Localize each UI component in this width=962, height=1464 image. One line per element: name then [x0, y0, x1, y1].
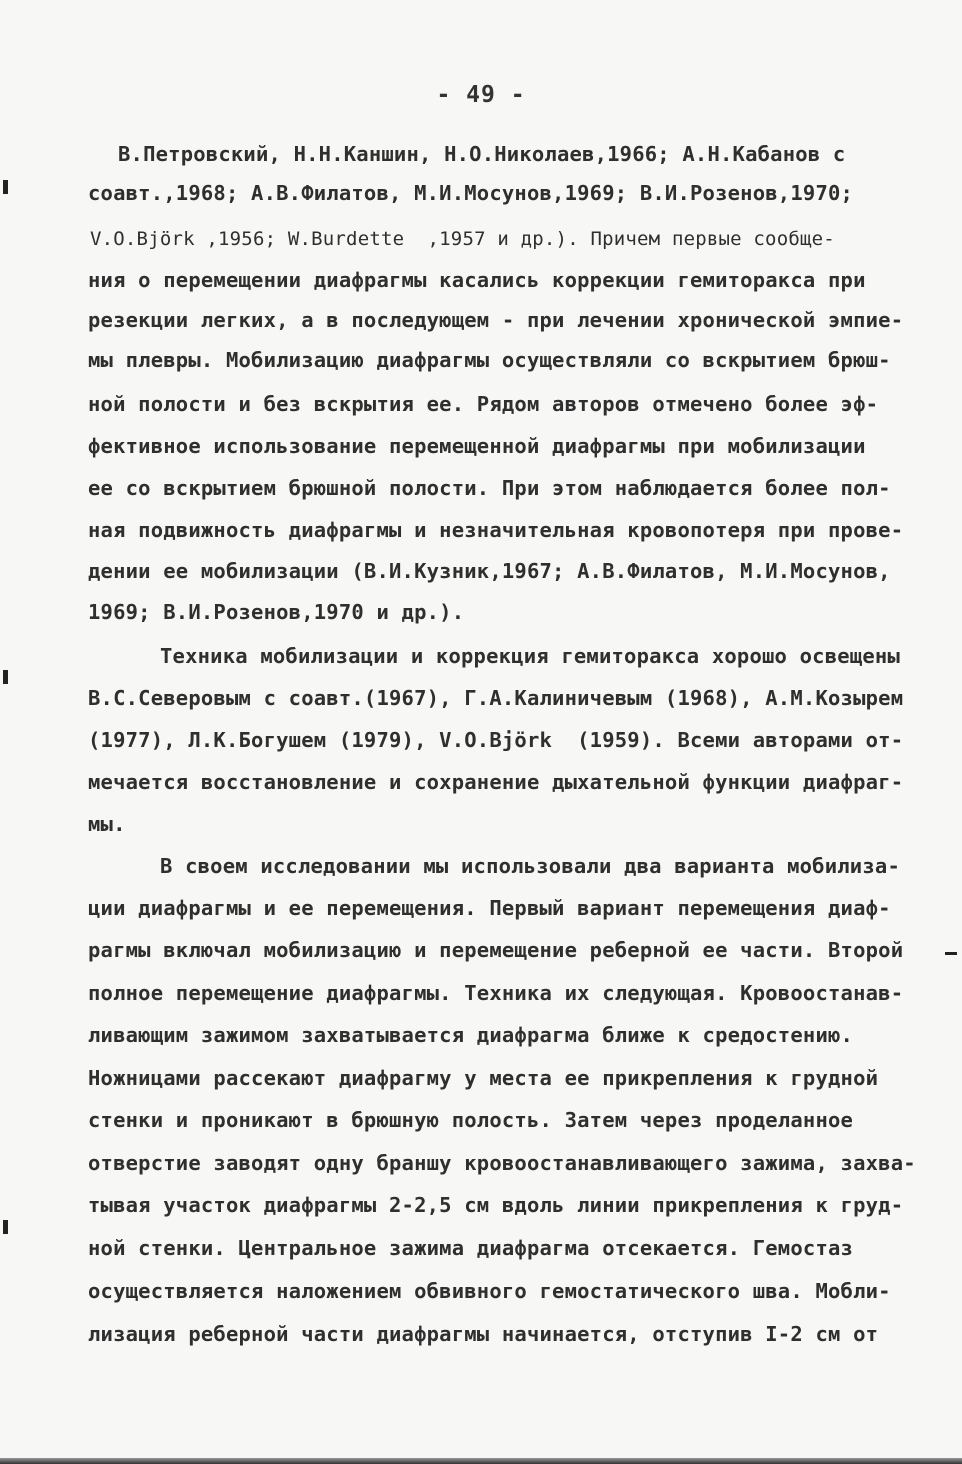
page-number: - 49 -	[436, 82, 526, 108]
text-line: фективное использование перемещенной диафрагмы при мобилизации	[88, 434, 866, 458]
text-line: дении ее мобилизации (В.И.Кузник,1967; А.В.Филатов, М.И.Мосунов,	[88, 559, 891, 583]
text-line: рагмы включал мобилизацию и перемещение реберной ее части. Второй	[88, 938, 904, 962]
margin-dash	[945, 952, 957, 955]
text-line: В.Петровский, Н.Н.Каншин, Н.О.Николаев,1966; А.Н.Кабанов с	[118, 142, 846, 166]
text-line: резекции легких, а в последующем - при лечении хронической эмпие-	[88, 308, 904, 332]
text-line: стенки и проникают в брюшную полость. Затем через проделанное	[88, 1108, 854, 1132]
text-line: мы.	[88, 812, 126, 836]
paragraph-first-line: В своем исследовании мы использовали два варианта мобилиза-	[160, 854, 900, 878]
text-line: ная подвижность диафрагмы и незначительная кровопотеря при прове-	[88, 518, 904, 542]
margin-mark	[3, 180, 8, 194]
text-line: отверстие заводят одну браншу кровоостанавливающего зажима, захва-	[88, 1151, 916, 1175]
paragraph-first-line: Техника мобилизации и коррекция гемиторакса хорошо освещены	[160, 644, 900, 668]
text-line: тывая участок диафрагмы 2-2,5 см вдоль линии прикрепления к груд-	[88, 1193, 904, 1217]
text-line: 1969; В.И.Розенов,1970 и др.).	[88, 600, 465, 624]
text-line: ния о перемещении диафрагмы касались коррекции гемиторакса при	[88, 268, 866, 292]
text-line: Ножницами рассекают диафрагму у места ее прикрепления к грудной	[88, 1066, 879, 1090]
text-line: В.С.Северовым с соавт.(1967), Г.А.Калиничевым (1968), А.М.Козырем	[88, 686, 904, 710]
margin-mark	[3, 670, 8, 684]
text-line: (1977), Л.К.Богушем (1979), V.O.Björk (1959). Всеми авторами от-	[88, 728, 904, 752]
text-line: ной полости и без вскрытия ее. Рядом авторов отмечено более эф-	[88, 392, 879, 416]
text-line: мечается восстановление и сохранение дыхательной функции диафраг-	[88, 770, 904, 794]
text-line: мы плевры. Мобилизацию диафрагмы осуществляли со вскрытием брюш-	[88, 348, 891, 372]
text-line: соавт.,1968; А.В.Филатов, М.И.Мосунов,1969; В.И.Розенов,1970;	[88, 181, 854, 205]
text-line: полное перемещение диафрагмы. Техника их следующая. Кровоостанав-	[88, 981, 904, 1005]
text-line: лизация реберной части диафрагмы начинается, отступив I-2 см от	[88, 1322, 879, 1346]
text-line: ее со вскрытием брюшной полости. При этом наблюдается более пол-	[88, 476, 891, 500]
page-bottom-edge	[0, 1458, 962, 1464]
text-line: ции диафрагмы и ее перемещения. Первый вариант перемещения диаф-	[88, 896, 891, 920]
text-line: осуществляется наложением обвивного гемостатического шва. Мобли-	[88, 1279, 891, 1303]
text-line: ной стенки. Центральное зажима диафрагма отсекается. Гемостаз	[88, 1236, 854, 1260]
text-line: V.O.Björk ,1956; W.Burdette ,1957 и др.). Причем первые сообще-	[90, 228, 835, 250]
margin-mark	[3, 1220, 8, 1234]
text-line: ливающим зажимом захватывается диафрагма ближе к средостению.	[88, 1023, 854, 1047]
